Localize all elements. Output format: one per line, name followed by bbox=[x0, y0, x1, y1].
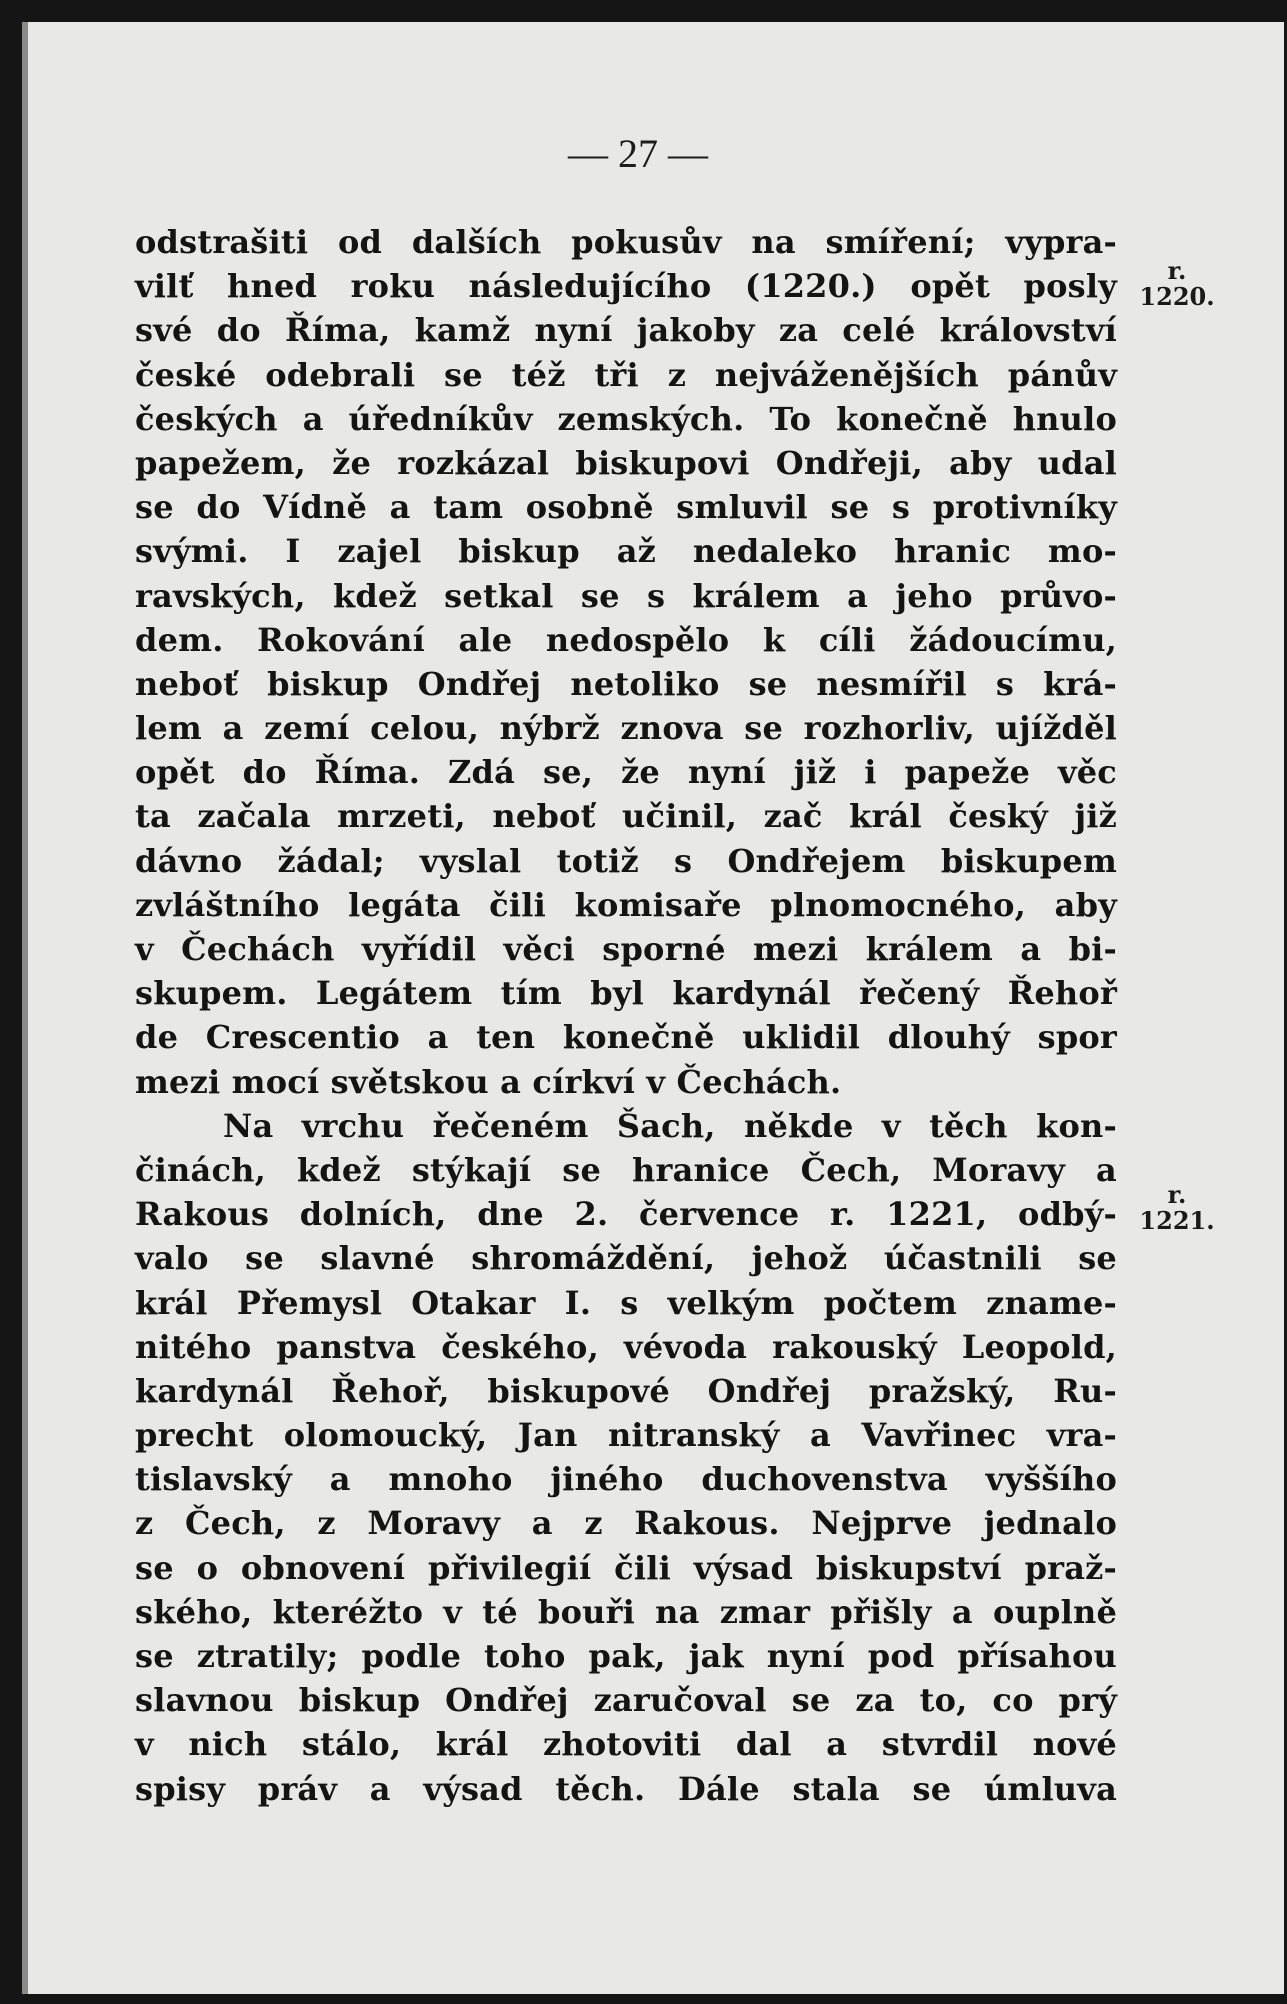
text-line: české odebrali se též tři z nejváženějších pánův bbox=[135, 355, 1117, 394]
text-line: král Přemysl Otakar I. s velkým počtem zname- bbox=[135, 1283, 1117, 1322]
margin-note-1221 bbox=[1137, 1182, 1217, 1234]
text-line: odstrašiti od dalších pokusův na smíření; vypra- bbox=[135, 223, 1117, 261]
text-line: v nich stálo, král zhotoviti dal a stvrdil nové bbox=[135, 1725, 1117, 1764]
page-number: — 27 — bbox=[568, 131, 708, 176]
body-text bbox=[135, 220, 1117, 1811]
text-line: svými. I zajel biskup až nedaleko hranic mo- bbox=[135, 532, 1117, 571]
text-line: se o obnovení přivilegií čili výsad biskupství praž- bbox=[135, 1548, 1117, 1587]
text-line: de Crescentio a ten konečně uklidil dlouhý spor bbox=[135, 1018, 1117, 1057]
text-line: zvláštního legáta čili komisaře plnomocného, aby bbox=[135, 885, 1117, 924]
text-line: se do Vídně a tam osobně smluvil se s protivníky bbox=[135, 488, 1117, 527]
text-line: z Čech, z Moravy a z Rakous. Nejprve jednalo bbox=[135, 1504, 1117, 1543]
text-line: ského, kteréžto v té bouři na zmar přišly a ouplně bbox=[135, 1592, 1117, 1631]
text-line: dem. Rokování ale nedospělo k cíli žádoucímu, bbox=[135, 620, 1117, 659]
text-line: ravských, kdež setkal se s králem a jeho průvo- bbox=[135, 576, 1117, 615]
text-line: dávno žádal; vyslal totiž s Ondřejem biskupem bbox=[135, 841, 1117, 880]
text-line: skupem. Legátem tím byl kardynál řečený Řehoř bbox=[135, 974, 1117, 1013]
margin-note-label: r. bbox=[1167, 1180, 1187, 1209]
text-line: mezi mocí světskou a církví v Čechách. bbox=[135, 1062, 842, 1101]
page-edge-shadow bbox=[22, 22, 28, 1994]
text-line: Na vrchu řečeném Šach, někde v těch kon- bbox=[223, 1106, 1117, 1145]
margin-note-1220 bbox=[1137, 258, 1217, 310]
text-line: tislavský a mnoho jiného duchovenstva vyššího bbox=[135, 1460, 1117, 1499]
text-line: lem a zemí celou, nýbrž znova se rozhorliv, ujížděl bbox=[135, 709, 1117, 748]
margin-note-label: r. bbox=[1167, 256, 1187, 285]
text-line: ta začala mrzeti, neboť učinil, zač král český již bbox=[135, 797, 1117, 836]
book-page bbox=[22, 22, 1284, 1994]
margin-note-year: 1221. bbox=[1139, 1206, 1215, 1235]
text-line: slavnou biskup Ondřej zaručoval se za to, co prý bbox=[135, 1681, 1117, 1720]
text-line: své do Říma, kamž nyní jakoby za celé království bbox=[135, 311, 1117, 350]
text-line: činách, kdež stýkají se hranice Čech, Moravy a bbox=[135, 1150, 1117, 1189]
paragraph-2 bbox=[135, 1104, 1117, 1811]
text-line: se ztratily; podle toho pak, jak nyní pod přísahou bbox=[135, 1637, 1117, 1675]
text-line: vilť hned roku následujícího (1220.) opět posly bbox=[135, 267, 1117, 306]
text-line: českých a úředníkův zemských. To konečně hnulo bbox=[135, 399, 1117, 438]
text-line: kardynál Řehoř, biskupové Ondřej pražský, Ru- bbox=[135, 1371, 1117, 1410]
text-line: Rakous dolních, dne 2. července r. 1221, odbý- bbox=[135, 1195, 1117, 1234]
text-line: neboť biskup Ondřej netoliko se nesmířil s krá- bbox=[135, 664, 1117, 703]
text-line: v Čechách vyřídil věci sporné mezi králem a bi- bbox=[135, 930, 1117, 968]
text-line: valo se slavné shromáždění, jehož účastnili se bbox=[135, 1239, 1117, 1278]
text-line: nitého panstva českého, vévoda rakouský Leopold, bbox=[135, 1327, 1117, 1366]
text-line: opět do Říma. Zdá se, že nyní již i papeže věc bbox=[135, 753, 1117, 792]
text-line: spisy práv a výsad těch. Dále stala se úmluva bbox=[135, 1769, 1117, 1808]
text-line: papežem, že rozkázal biskupovi Ondřeji, aby udal bbox=[135, 443, 1117, 482]
margin-note-year: 1220. bbox=[1139, 282, 1215, 311]
text-line: precht olomoucký, Jan nitranský a Vavřinec vra- bbox=[135, 1416, 1117, 1455]
paragraph-1 bbox=[135, 220, 1117, 1104]
